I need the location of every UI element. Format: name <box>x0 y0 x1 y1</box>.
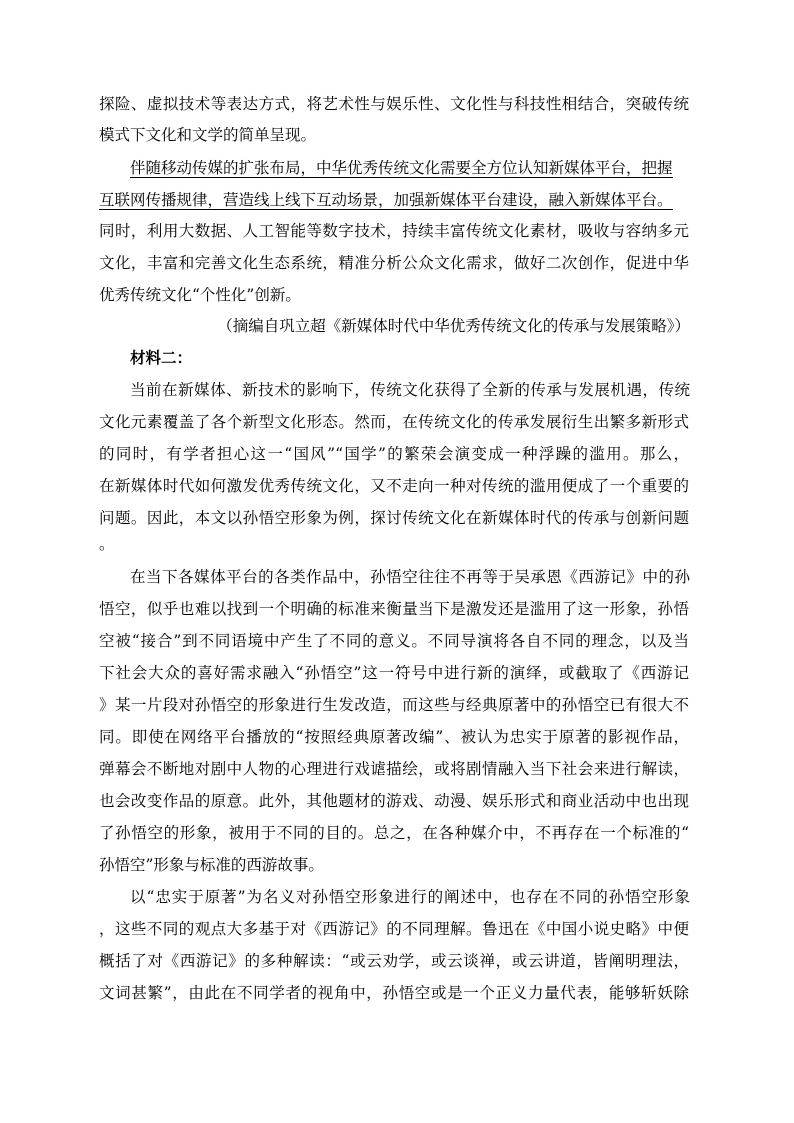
text-line: 弹幕会不断地对剧中人物的心理进行戏谑描绘，或将剧情融入当下社会来进行解读， <box>99 760 689 778</box>
text-line: 问题。因此，本文以孙悟空形象为例，探讨传统文化在新媒体时代的传承与创新问题 <box>99 509 689 527</box>
underlined-text-line <box>130 157 690 179</box>
text-line: 孙悟空”形象与标准的西游故事。 <box>99 856 324 874</box>
text-line: 探险、虚拟技术等表达方式，将艺术性与娱乐性、文化性与科技性相结合，突破传统 <box>99 95 689 113</box>
text-line: 的同时，有学者担心这一“国风”“国学”的繁荣会演变成一种浮躁的滥用。那么， <box>99 445 689 463</box>
text-line: 概括了对《西游记》的多种解读：“或云劝学，或云谈禅，或云讲道，皆阐明理法， <box>99 952 689 970</box>
text-line: 同时，利用大数据、人工智能等数字技术，持续丰富传统文化素材，吸收与容纳多元 <box>99 222 689 240</box>
text-line: 模式下文化和文学的简单呈现。 <box>99 126 317 144</box>
text-line: 悟空，似乎也难以找到一个明确的标准来衡量当下是激发还是滥用了这一形象，孙悟 <box>99 600 689 618</box>
underlined-sentence: 互联网传播规律，营造线上线下互动场景，加强新媒体平台建设，融入新媒体平台。 <box>99 191 673 209</box>
underlined-sentence: 伴随移动传媒的扩张布局，中华优秀传统文化需要全方位认知新媒体平台，把握 <box>130 159 673 177</box>
text-line: 文化，丰富和完善文化生态系统，精准分析公众文化需求，做好二次创作，促进中华 <box>99 254 689 272</box>
text-line: ，这些不同的观点大多基于对《西游记》的不同理解。鲁迅在《中国小说史略》中便 <box>99 920 689 938</box>
text-line: 下社会大众的喜好需求融入“孙悟空”这一符号中进行新的演绎，或截取了《西游记 <box>99 664 689 682</box>
text-line: 空被“接合”到不同语境中产生了不同的意义。不同导演将各自不同的理念，以及当 <box>99 632 689 650</box>
text-line: 也会改变作品的原意。此外，其他题材的游戏、动漫、娱乐形式和商业活动中也出现 <box>99 792 689 810</box>
citation-line: （摘编自巩立超《新媒体时代中华优秀传统文化的传承与发展策略》） <box>217 317 690 335</box>
text-line: 同。即使在网络平台播放的“按照经典原著改编”、被认为忠实于原著的影视作品， <box>99 728 689 746</box>
text-line: 优秀传统文化“个性化”创新。 <box>99 286 301 304</box>
section-heading: 材料二： <box>130 348 193 367</box>
text-line: 》某一片段对孙悟空的形象进行生发改造，而这些与经典原著中的孙悟空已有很大不 <box>99 696 689 714</box>
text-line: 文词甚繁”，由此在不同学者的视角中，孙悟空或是一个正义力量代表，能够斩妖除 <box>99 984 689 1002</box>
text-line: 在当下各媒体平台的各类作品中，孙悟空往往不再等于吴承恩《西游记》中的孙 <box>130 568 690 586</box>
text-line: 。 <box>99 535 115 553</box>
text-line: 了孙悟空的形象，被用于不同的目的。总之，在各种媒介中，不再存在一个标准的“ <box>99 824 689 842</box>
text-line: 文化元素覆盖了各个新型文化形态。然而，在传统文化的传承发展衍生出繁多新形式 <box>99 413 689 431</box>
text-line: 以“忠实于原著”为名义对孙悟空形象进行的阐述中，也存在不同的孙悟空形象 <box>130 888 690 906</box>
text-line: 在新媒体时代如何激发优秀传统文化，又不走向一种对传统的滥用便成了一个重要的 <box>99 477 689 495</box>
text-line: 当前在新媒体、新技术的影响下，传统文化获得了全新的传承与发展机遇，传统 <box>130 381 690 399</box>
underlined-text-line <box>99 189 689 211</box>
